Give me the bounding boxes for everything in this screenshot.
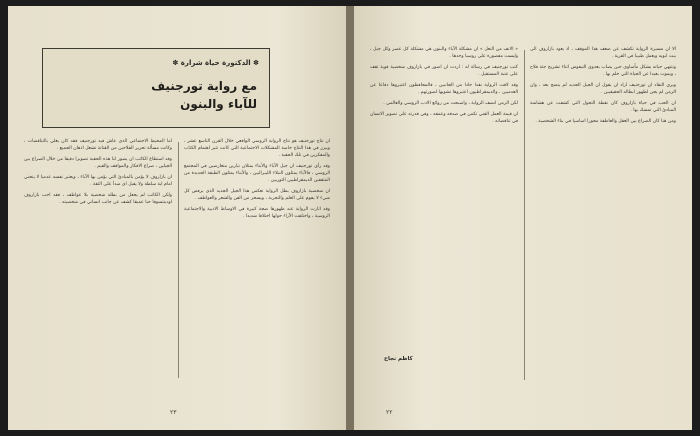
left-page-column-right [184, 138, 330, 378]
spine-gutter [346, 6, 354, 430]
paragraph: وقد لاقت الرواية نقدا حادا من الجانبين ، فالمحافظون اعتبروها دفاعا عن العدميين ، والديمقراطيون اعتبروها تشويها لصورتهم . [370, 83, 518, 95]
right-page [354, 6, 692, 430]
article-title-line-1: مع رواية تورجنيف [151, 79, 257, 93]
paragraph: ويرى النقاد ان تورجنيف اراد ان يقول ان الجيل الجديد لم ينضج بعد ، وان الزمن لم يحن لظهور ابطاله الحقيقيين . [530, 83, 676, 95]
paragraph: وتنتهي حياته بشكل مأساوي حين يصاب بعدوى التيفوس اثناء تشريح جثة فلاح ، ويموت بعيدا عن الحياة التي حلم بها . [530, 65, 676, 77]
author-signature: كاظم نجاح [384, 356, 413, 362]
article-header-box [42, 48, 270, 128]
paragraph: « الانف من النعل » ان مشكلة الآباء والبنون هي مشكلة كل عصر وكل جيل ، وليست مقصورة على روسيا وحدها . [370, 47, 518, 59]
paragraph: ان الحب في حياة بازاروف كان نقطة التحول التي كشفت عن هشاشة المبادئ التي تمسك بها . [530, 101, 676, 113]
article-title-line-2: للآباء والبنون [180, 97, 257, 111]
paragraph: ولكن الكاتب لم يجعل من بطله شخصية بلا عواطف ، فقد احب بازاروف اودينتسوفا حبا عميقا كشف عن جانب انساني في شخصيته . [24, 193, 172, 205]
paragraph: ان نتاج تورجنيف هو نتاج الرواية الروسي الواقعي خلال القرن التاسع عشر ، ويبرز في هذا النتاج خاصة المشكلات الاجتماعية التي كانت تثير اهتمام الكتاب والمفكرين في تلك الحقبة . [184, 139, 330, 158]
paragraph: لكن الزمن انصف الرواية ، واصبحت من روائع الادب الروسي والعالمي . [383, 101, 518, 106]
column-divider [524, 50, 525, 380]
paragraph: وقد رأى تورجنيف ان جيل الآباء والأبناء يمثلان تيارين متعارضين في المجتمع الروسي ، فالآباء يمثلون النبلاء الليبراليين ، والأبناء يمثلون الطبقة الجديدة من المثقفين الديمقراطيين الثوريين . [184, 164, 330, 183]
right-page-column-right [530, 46, 676, 382]
paragraph: ان بازاروف لا يؤمن بالمبادئ التي يؤمن بها الآباء ، ويعتبر نفسه عدميا لا ينحني امام اية سلطة ولا يقبل اي مبدأ على الثقة . [24, 175, 172, 187]
right-page-column-left [370, 46, 518, 346]
paragraph: ان قيمة العمل الفني تكمن في صدقه وعمقه ، وفي قدرته على تصوير الانسان في تناقضاته . [370, 112, 518, 124]
paragraph: وقد اثارت الرواية عند ظهورها ضجة كبيرة في الاوساط الادبية والاجتماعية الروسية ، واختلفت الآراء حولها اختلافا شديدا . [184, 207, 330, 219]
article-author: ✽ الدكتورة حياة شرارة ✽ [172, 59, 259, 67]
column-divider [178, 142, 179, 378]
paragraph: وقد استطاع الكاتب ان يصور لنا هذه الحقبة تصويرا دقيقا من خلال الصراع بين الجيلين ، صراع الافكار والمواقف والقيم . [24, 157, 172, 169]
paragraph: ان شخصية بازاروف بطل الرواية تعكس هذا الجيل الجديد الذي يرفض كل شيء لا يقوم على العلم والتجربة ، ويسخر من الفن والشعر والعواطف . [184, 189, 330, 201]
page-number: ٢٢ [386, 409, 393, 416]
left-page-column-left [24, 138, 172, 378]
paragraph: كتب تورجنيف في رسالة له : اردت ان اصور في بازاروف شخصية قوية تقف على عتبة المستقبل . [370, 65, 518, 77]
magazine-spread [8, 6, 692, 430]
paragraph: الا ان مسيرة الرواية تكشف عن ضعف هذا الموقف ، اذ يعود بازاروف الى بيت ابويه ويعمل طبيبا في القرية . [530, 47, 676, 59]
left-page [8, 6, 346, 430]
page-number: ٢٣ [170, 409, 177, 416]
paragraph: ومن هنا كان الصراع بين العقل والعاطفة محورا اساسيا في بناء الشخصية . [535, 119, 676, 124]
paragraph: اما المحيط الاجتماعي الذي عاش فيه تورجنيف فقد كان يغلي بالتناقضات ، وكانت مسألة تحرير الفلاحين من القنانة تشغل اذهان الجميع . [24, 139, 172, 151]
